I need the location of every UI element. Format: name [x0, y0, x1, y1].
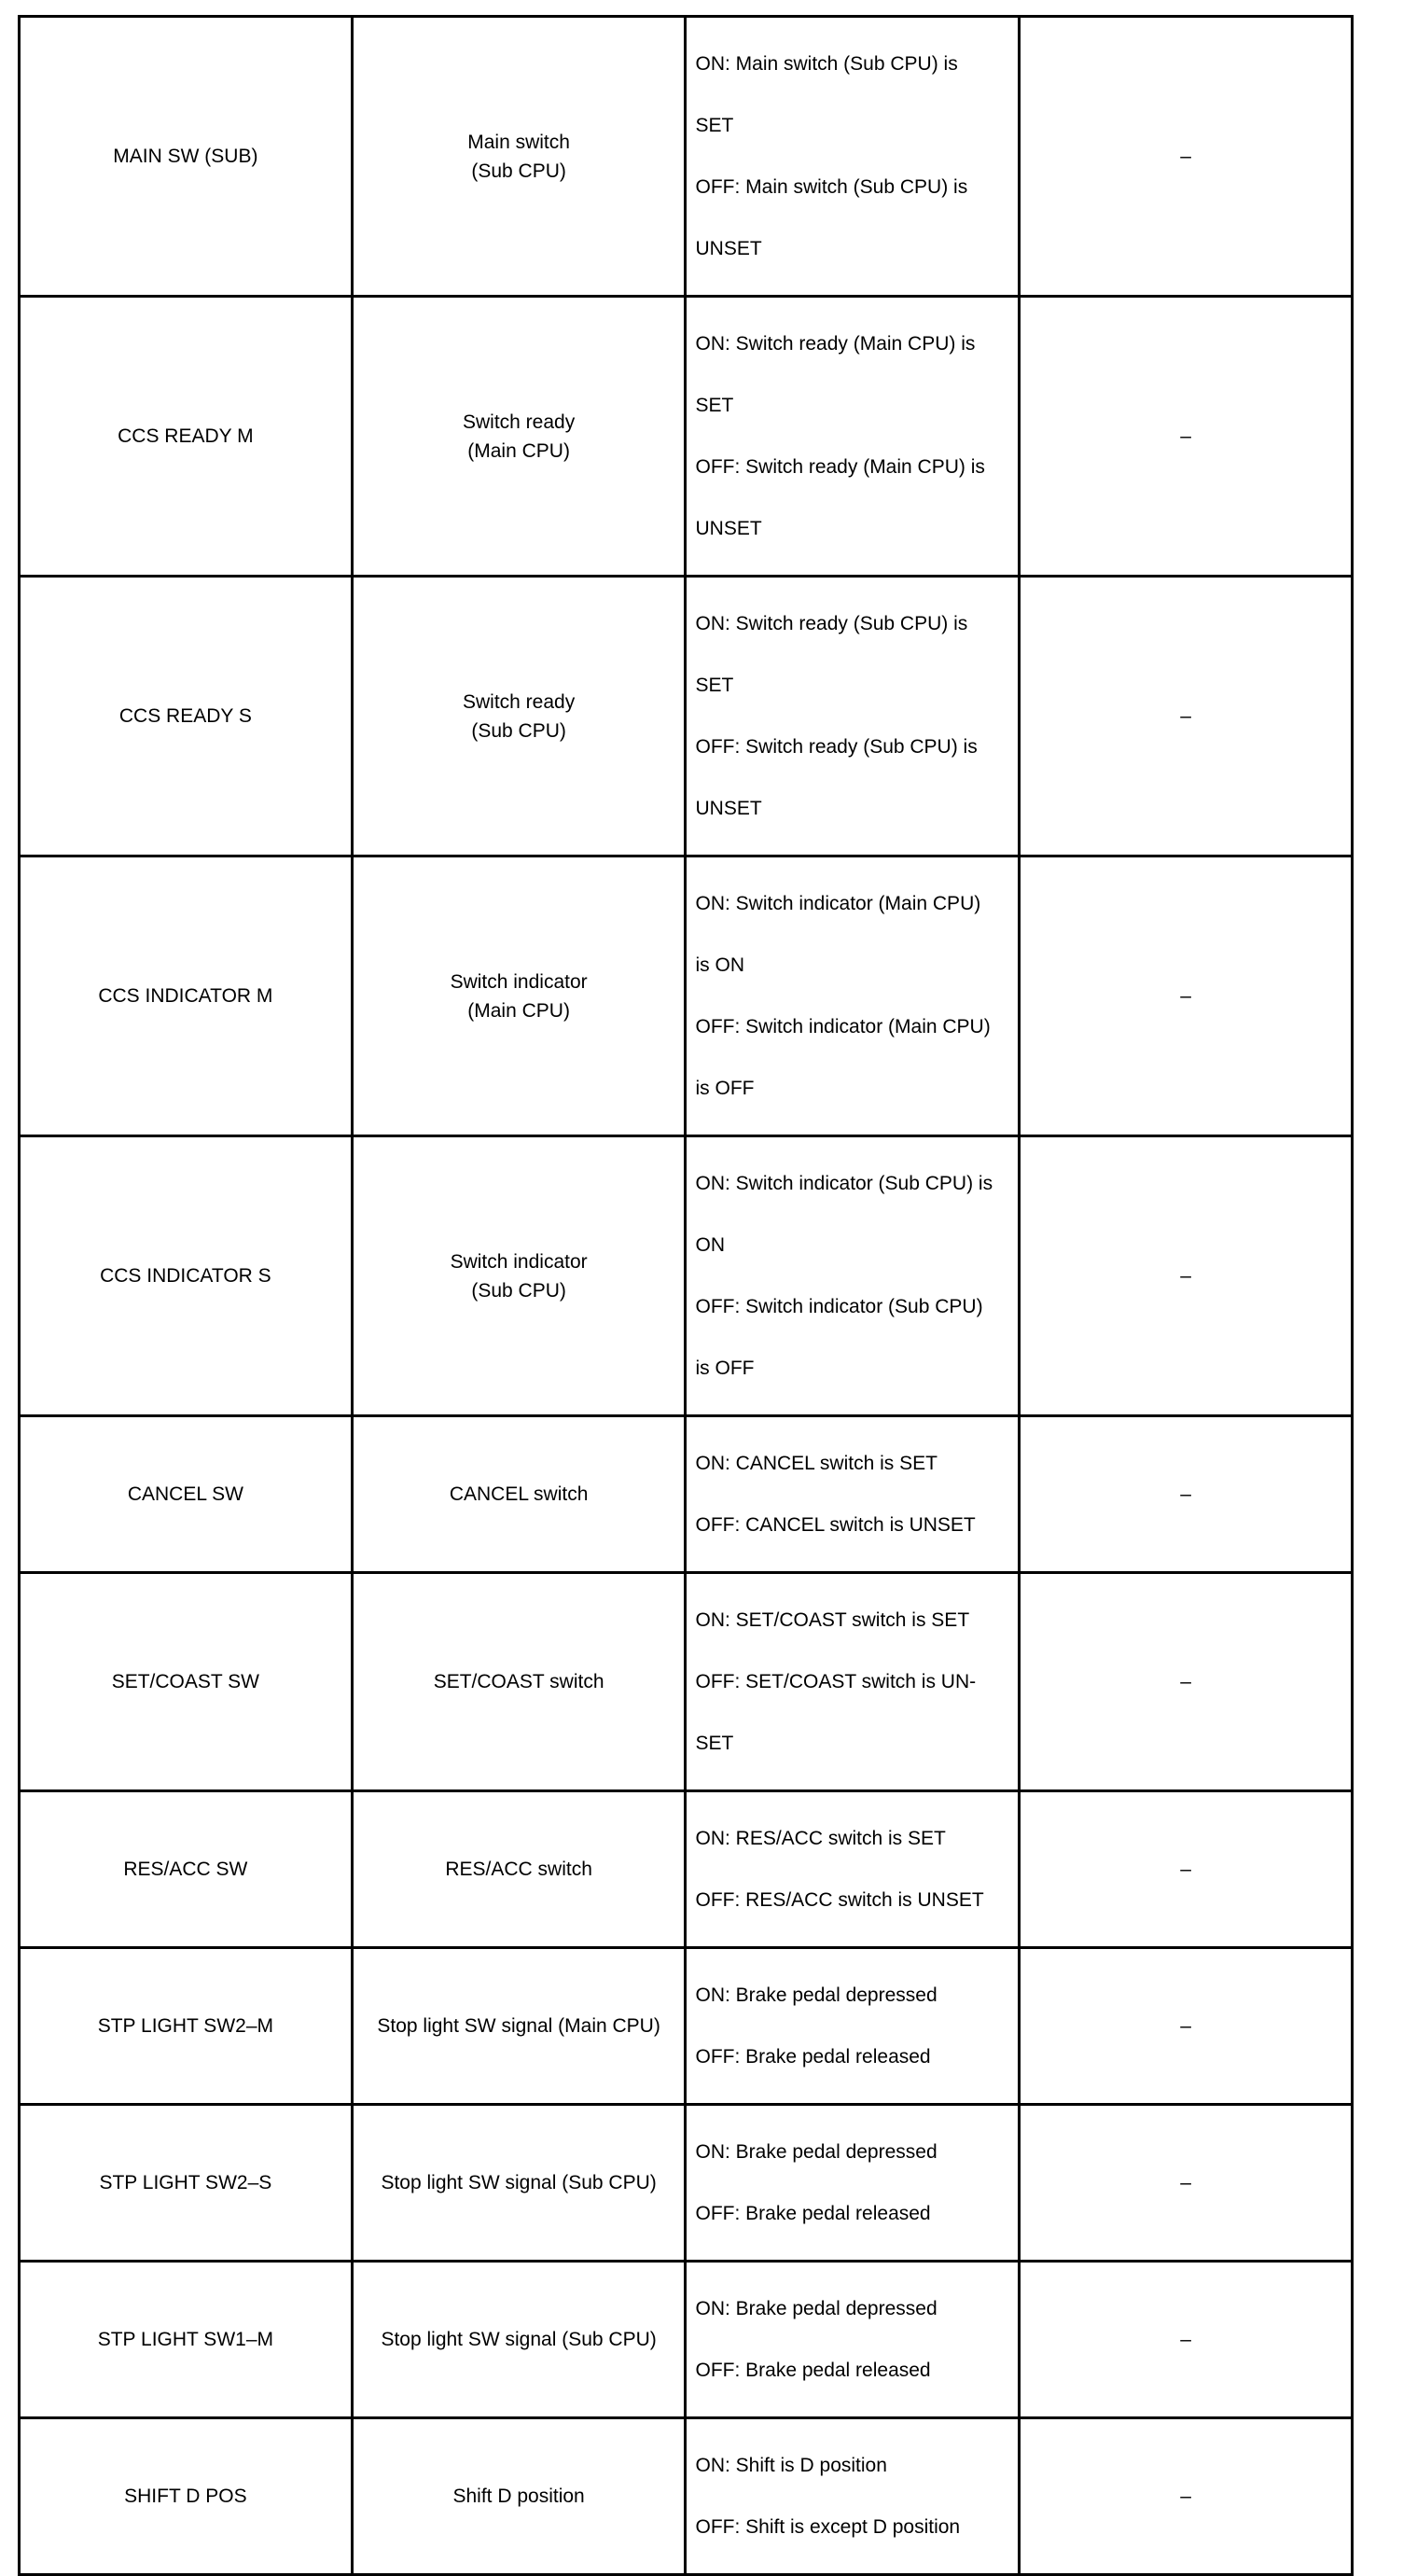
condition-line: ON: Switch ready (Main CPU) is — [695, 333, 976, 355]
normal-condition-cell — [686, 297, 1020, 577]
condition-line: ON: Brake pedal depressed — [695, 2141, 938, 2163]
measurement-line: (Main CPU) — [467, 439, 570, 462]
condition-line: ON: SET/COAST switch is SET — [695, 1609, 970, 1631]
measurement-cell — [352, 856, 686, 1136]
table-row — [20, 2418, 1353, 2575]
table-row — [20, 1136, 1353, 1416]
condition-line: ON — [695, 1234, 725, 1256]
measurement-line: Switch indicator — [450, 970, 588, 993]
data-list-table — [18, 15, 1354, 2576]
condition-line: ON: Brake pedal depressed — [695, 2298, 938, 2319]
condition-line: ON: Shift is D position — [695, 2455, 887, 2476]
measurement-line: Shift D position — [452, 2485, 585, 2507]
normal-condition-cell — [686, 1573, 1020, 1791]
measurement-cell — [352, 2262, 686, 2418]
condition-line: is OFF — [695, 1358, 755, 1379]
item-cell: CCS READY M — [20, 297, 353, 577]
measurement-line: Main switch — [467, 131, 570, 153]
item-cell: STP LIGHT SW2–M — [20, 1948, 353, 2105]
condition-line: OFF: Switch indicator (Sub CPU) — [695, 1296, 983, 1317]
diagnostic-note-cell: – — [1020, 577, 1353, 856]
item-cell: MAIN SW (SUB) — [20, 17, 353, 297]
table-row — [20, 856, 1353, 1136]
item-cell: STP LIGHT SW1–M — [20, 2262, 353, 2418]
condition-line: is OFF — [695, 1078, 755, 1099]
table-row — [20, 1791, 1353, 1948]
table-row — [20, 1416, 1353, 1573]
measurement-cell — [352, 1136, 686, 1416]
condition-line: OFF: Brake pedal released — [695, 2203, 931, 2224]
diagnostic-note-cell: – — [1020, 1791, 1353, 1948]
diagnostic-note-cell: – — [1020, 2262, 1353, 2418]
condition-line: SET — [695, 1733, 734, 1754]
diagnostic-note-cell: – — [1020, 1416, 1353, 1573]
normal-condition-cell — [686, 1136, 1020, 1416]
item-cell: RES/ACC SW — [20, 1791, 353, 1948]
diagnostic-note-cell: – — [1020, 2418, 1353, 2575]
condition-line: OFF: Brake pedal released — [695, 2360, 931, 2381]
condition-line: OFF: Main switch (Sub CPU) is — [695, 176, 968, 198]
measurement-cell — [352, 1791, 686, 1948]
table-row — [20, 577, 1353, 856]
measurement-line: Switch ready — [463, 411, 576, 433]
condition-line: UNSET — [695, 518, 762, 539]
diagnostic-note-cell: – — [1020, 1136, 1353, 1416]
measurement-cell — [352, 1416, 686, 1573]
measurement-line: (Main CPU) — [467, 999, 570, 1022]
normal-condition-cell — [686, 1791, 1020, 1948]
item-cell: CCS INDICATOR S — [20, 1136, 353, 1416]
table-row — [20, 297, 1353, 577]
measurement-line: SET/COAST switch — [433, 1671, 604, 1692]
measurement-cell — [352, 2418, 686, 2575]
condition-line: ON: Switch ready (Sub CPU) is — [695, 613, 968, 634]
condition-line: ON: Main switch (Sub CPU) is — [695, 53, 958, 75]
condition-line: OFF: RES/ACC switch is UNSET — [695, 1889, 984, 1911]
measurement-line: Stop light SW signal (Sub CPU) — [381, 2172, 657, 2193]
table-row — [20, 1948, 1353, 2105]
condition-line: OFF: Switch ready (Main CPU) is — [695, 456, 985, 478]
condition-line: OFF: Switch ready (Sub CPU) is — [695, 736, 978, 758]
condition-line: ON: RES/ACC switch is SET — [695, 1828, 946, 1849]
condition-line: OFF: Switch indicator (Main CPU) — [695, 1016, 991, 1037]
normal-condition-cell — [686, 1948, 1020, 2105]
measurement-line: Switch ready — [463, 690, 576, 713]
measurement-cell — [352, 2105, 686, 2262]
measurement-line: Stop light SW signal (Main CPU) — [377, 2015, 660, 2037]
condition-line: UNSET — [695, 238, 762, 259]
item-cell: SET/COAST SW — [20, 1573, 353, 1791]
condition-line: OFF: Shift is except D position — [695, 2516, 961, 2538]
condition-line: UNSET — [695, 798, 762, 819]
diagnostic-note-cell: – — [1020, 1948, 1353, 2105]
measurement-cell — [352, 1948, 686, 2105]
item-cell: CANCEL SW — [20, 1416, 353, 1573]
condition-line: is ON — [695, 954, 744, 976]
condition-line: SET — [695, 115, 734, 136]
table-row — [20, 2262, 1353, 2418]
item-cell: STP LIGHT SW2–S — [20, 2105, 353, 2262]
normal-condition-cell — [686, 2418, 1020, 2575]
measurement-cell — [352, 297, 686, 577]
normal-condition-cell — [686, 2105, 1020, 2262]
diagnostic-note-cell: – — [1020, 856, 1353, 1136]
diagnostic-note-cell: – — [1020, 297, 1353, 577]
condition-line: ON: CANCEL switch is SET — [695, 1453, 938, 1474]
normal-condition-cell — [686, 856, 1020, 1136]
measurement-line: (Sub CPU) — [471, 160, 566, 182]
normal-condition-cell — [686, 17, 1020, 297]
normal-condition-cell — [686, 577, 1020, 856]
condition-line: ON: Switch indicator (Sub CPU) is — [695, 1173, 993, 1194]
item-cell: CCS READY S — [20, 577, 353, 856]
measurement-line: (Sub CPU) — [471, 719, 566, 742]
condition-line: OFF: SET/COAST switch is UN- — [695, 1671, 977, 1692]
condition-line: SET — [695, 395, 734, 416]
measurement-line: RES/ACC switch — [445, 1859, 592, 1880]
condition-line: OFF: CANCEL switch is UNSET — [695, 1514, 976, 1536]
table-row — [20, 1573, 1353, 1791]
measurement-cell — [352, 577, 686, 856]
measurement-cell — [352, 17, 686, 297]
normal-condition-cell — [686, 2262, 1020, 2418]
normal-condition-cell — [686, 1416, 1020, 1573]
condition-line: ON: Switch indicator (Main CPU) — [695, 893, 981, 914]
measurement-line: Stop light SW signal (Sub CPU) — [381, 2329, 657, 2350]
measurement-line: (Sub CPU) — [471, 1279, 566, 1302]
measurement-line: CANCEL switch — [449, 1483, 589, 1505]
condition-line: OFF: Brake pedal released — [695, 2046, 931, 2068]
condition-line: SET — [695, 675, 734, 696]
table-row — [20, 2105, 1353, 2262]
measurement-cell — [352, 1573, 686, 1791]
measurement-line: Switch indicator — [450, 1250, 588, 1273]
diagnostic-note-cell: – — [1020, 1573, 1353, 1791]
diagnostic-note-cell: – — [1020, 2105, 1353, 2262]
item-cell: SHIFT D POS — [20, 2418, 353, 2575]
condition-line: ON: Brake pedal depressed — [695, 1984, 938, 2006]
item-cell: CCS INDICATOR M — [20, 856, 353, 1136]
table-row — [20, 17, 1353, 297]
diagnostic-note-cell: – — [1020, 17, 1353, 297]
